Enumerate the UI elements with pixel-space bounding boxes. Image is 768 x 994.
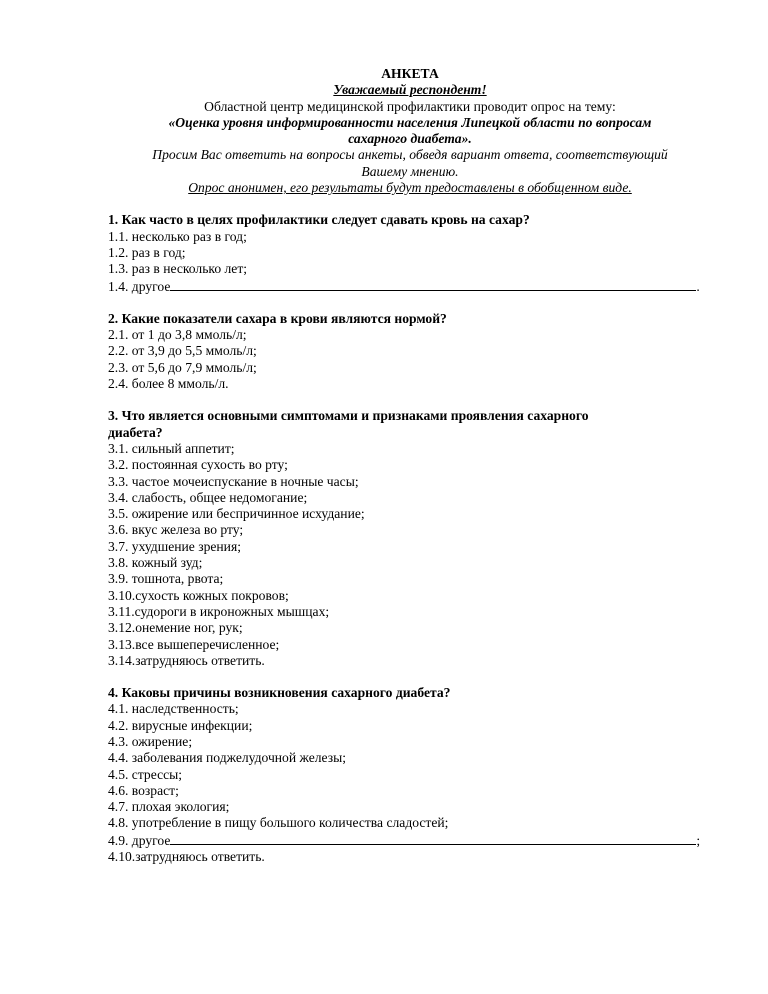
option-4-3[interactable]: 4.3. ожирение; <box>108 733 193 749</box>
answer-line-4-9[interactable] <box>170 832 696 845</box>
option-4-8[interactable]: 4.8. употребление в пищу большого количества сладостей; <box>108 815 449 831</box>
option-4-9-label: 4.9. другое <box>108 832 171 848</box>
option-4-6[interactable]: 4.6. возраст; <box>108 782 179 798</box>
option-3-4[interactable]: 3.4. слабость, общее недомогание; <box>108 489 308 505</box>
topic-line-1: «Оценка уровня информированности населения Липецкой области по вопросам <box>168 114 652 130</box>
option-4-9-other[interactable] <box>108 832 712 849</box>
option-1-4-end: . <box>696 278 700 294</box>
option-2-4[interactable]: 2.4. более 8 ммоль/л. <box>108 376 229 392</box>
option-4-1[interactable]: 4.1. наследственность; <box>108 701 239 717</box>
option-3-6[interactable]: 3.6. вкус железа во рту; <box>108 522 244 538</box>
option-3-11[interactable]: 3.11.судороги в икроножных мышцах; <box>108 603 330 619</box>
option-3-9[interactable]: 3.9. тошнота, рвота; <box>108 571 224 587</box>
question-4-title: 4. Каковы причины возникновения сахарного диабета? <box>108 685 451 701</box>
option-2-3[interactable]: 2.3. от 5,6 до 7,9 ммоль/л; <box>108 359 257 375</box>
option-1-4-label: 1.4. другое <box>108 278 171 294</box>
option-1-3[interactable]: 1.3. раз в несколько лет; <box>108 261 248 277</box>
greeting: Уважаемый респондент! <box>333 82 487 98</box>
option-3-13[interactable]: 3.13.все вышеперечисленное; <box>108 636 280 652</box>
option-3-10[interactable]: 3.10.сухость кожных покровов; <box>108 587 289 603</box>
answer-line-1-4[interactable] <box>170 278 696 291</box>
option-4-5[interactable]: 4.5. стрессы; <box>108 766 183 782</box>
option-3-2[interactable]: 3.2. постоянная сухость во рту; <box>108 457 288 473</box>
option-2-2[interactable]: 2.2. от 3,9 до 5,5 ммоль/л; <box>108 343 257 359</box>
question-2-title: 2. Какие показатели сахара в крови являются нормой? <box>108 310 447 326</box>
request-line-2: Вашему мнению. <box>361 163 459 179</box>
question-3-title-line-1: 3. Что является основными симптомами и признаками проявления сахарного <box>108 408 589 424</box>
question-1-title: 1. Как часто в целях профилактики следует сдавать кровь на сахар? <box>108 212 530 228</box>
option-4-10[interactable]: 4.10.затрудняюсь ответить. <box>108 849 265 865</box>
question-3-title-line-2: диабета? <box>108 424 163 440</box>
option-1-1[interactable]: 1.1. несколько раз в год; <box>108 228 247 244</box>
option-2-1[interactable]: 2.1. от 1 до 3,8 ммоль/л; <box>108 327 247 343</box>
survey-title: АНКЕТА <box>381 66 439 81</box>
option-3-3[interactable]: 3.3. частое мочеиспускание в ночные часы; <box>108 473 359 489</box>
survey-document <box>108 66 712 865</box>
option-1-4-other[interactable] <box>108 278 712 295</box>
option-3-8[interactable]: 3.8. кожный зуд; <box>108 555 203 571</box>
topic-line-2: сахарного диабета». <box>348 131 472 147</box>
option-3-7[interactable]: 3.7. ухудшение зрения; <box>108 538 241 554</box>
option-4-4[interactable]: 4.4. заболевания поджелудочной железы; <box>108 750 347 766</box>
intro-text: Областной центр медицинской профилактики проводит опрос на тему: <box>204 98 616 114</box>
option-4-9-end: ; <box>696 832 701 848</box>
option-4-2[interactable]: 4.2. вирусные инфекции; <box>108 717 253 733</box>
option-3-5[interactable]: 3.5. ожирение или беспричинное исхудание; <box>108 506 365 522</box>
option-3-12[interactable]: 3.12.онемение ног, рук; <box>108 620 243 636</box>
option-4-7[interactable]: 4.7. плохая экология; <box>108 799 230 815</box>
option-3-14[interactable]: 3.14.затрудняюсь ответить. <box>108 652 265 668</box>
request-line-1: Просим Вас ответить на вопросы анкеты, обведя вариант ответа, соответствующий <box>152 147 668 163</box>
anonymity-note: Опрос анонимен, его результаты будут предоставлены в обобщенном виде. <box>188 180 632 196</box>
option-1-2[interactable]: 1.2. раз в год; <box>108 244 186 260</box>
option-3-1[interactable]: 3.1. сильный аппетит; <box>108 440 235 456</box>
